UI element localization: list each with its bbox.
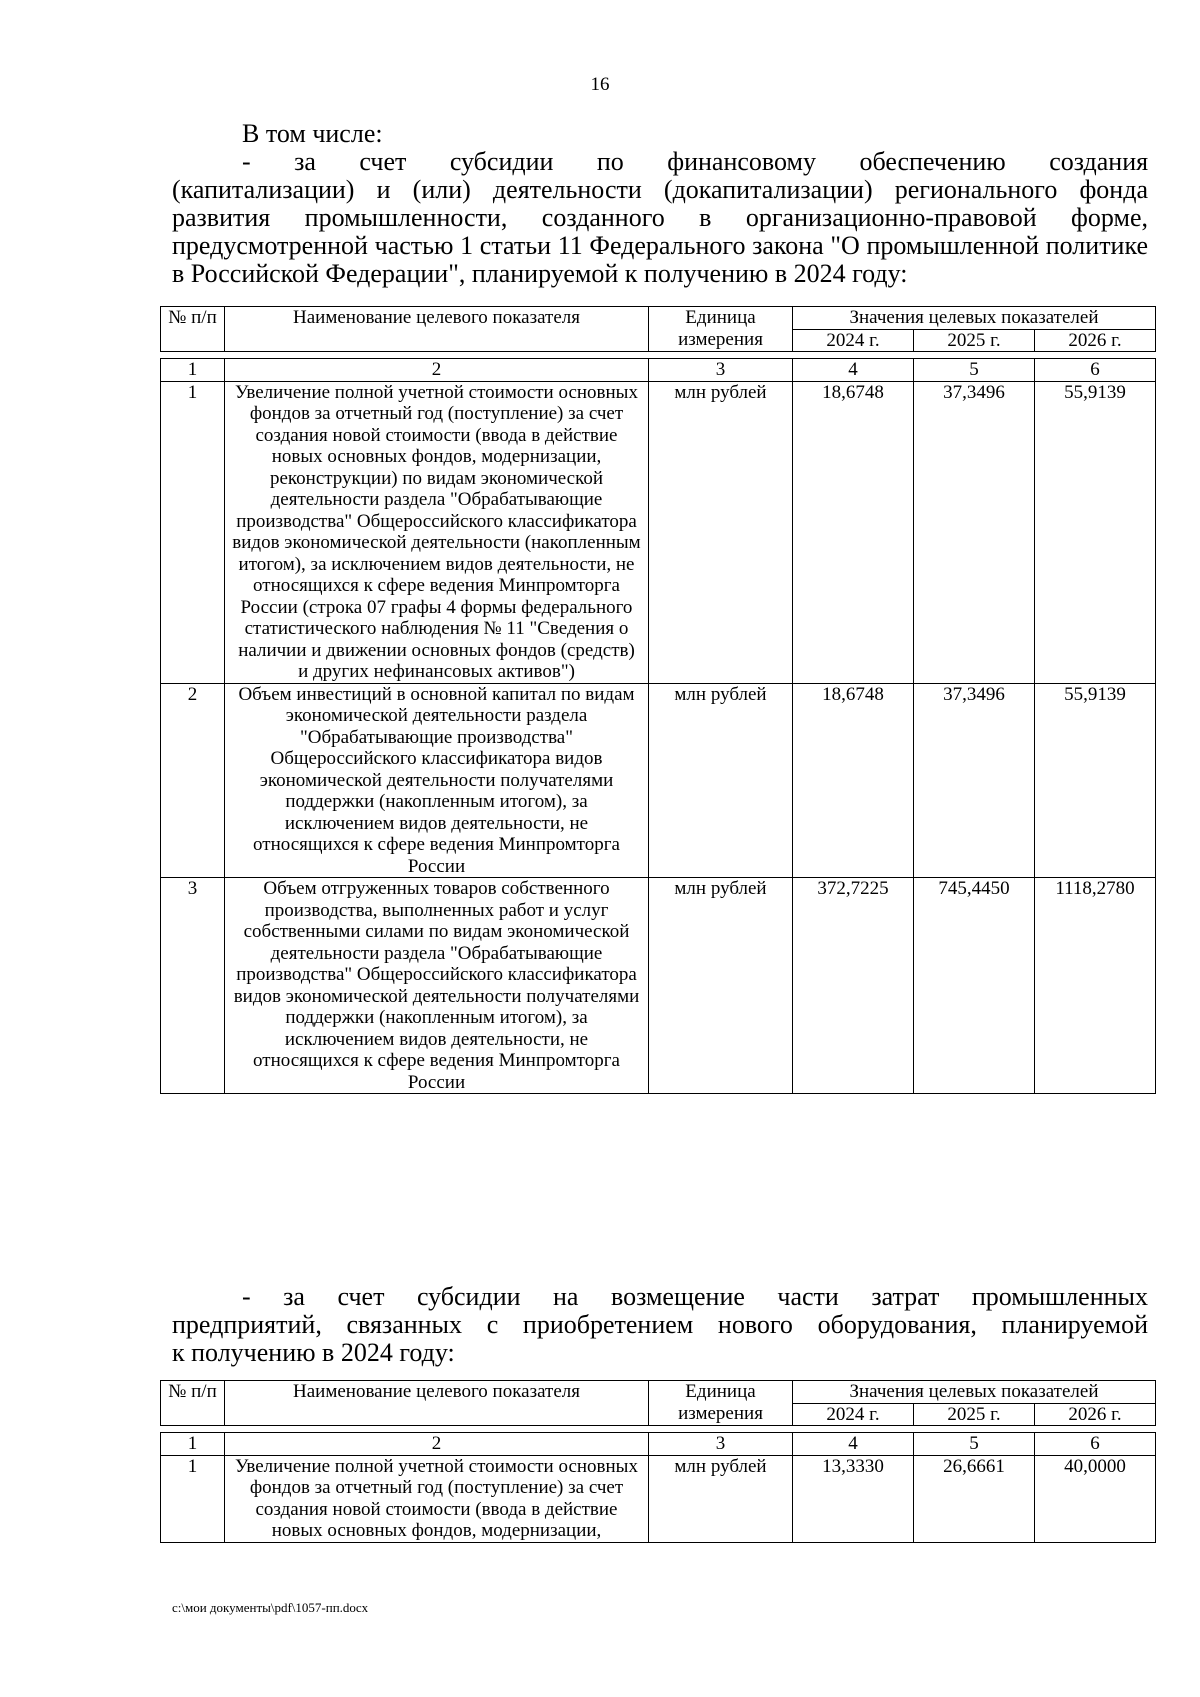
header-year-2026: 2026 г. [1035,1403,1156,1426]
header-name: Наименование целевого показателя [225,1381,649,1426]
row-name: Объем отгруженных товаров собственного производства, выполненных работ и услуг собственными силами по видам экономической деятельности раздела "Обрабатывающие производства" Общероссийского классификатора видов экономической деятельности получателями поддержки (накопленным итогом), за исключением видов деятельности, не относящихся к сфере ведения Минпромторга России [225,878,649,1094]
header-year-2025: 2025 г. [914,1403,1035,1426]
row-value-2024: 372,7225 [793,878,914,1094]
section2-line3: к получению в 2024 году: [172,1338,455,1367]
row-value-2025: 37,3496 [914,683,1035,878]
header-year-2024: 2024 г. [793,1403,914,1426]
row-value-2026: 55,9139 [1035,381,1156,683]
header-values: Значения целевых показателей [793,307,1156,330]
row-num: 1 [161,381,225,683]
row-value-2024: 18,6748 [793,683,914,878]
row-value-2024: 13,3330 [793,1455,914,1542]
row-name: Объем инвестиций в основной капитал по видам экономической деятельности раздела "Обрабатывающие производства" Общероссийского классификатора видов экономической деятельности получателями поддержки (накопленным итогом), за исключением видов деятельности, не относящихся к сфере ведения Минпромторга России [225,683,649,878]
section1-paragraph: (капитализации) и (или) деятельности (докапитализации) регионального фонда развития промышленности, созданного в организационно-правовой форме, предусмотренной частью 1 статьи 11 Федерального закона "О промышленной политике в Российской Федерации", планируемой к получению в 2024 году: [172,175,1148,288]
row-num: 3 [161,878,225,1094]
row-value-2026: 55,9139 [1035,683,1156,878]
table-row [161,878,1156,1094]
row-unit: млн рублей [649,878,793,1094]
row-value-2025: 745,4450 [914,878,1035,1094]
indicators-table-1 [160,306,1156,1094]
row-unit: млн рублей [649,1455,793,1542]
row-value-2026: 40,0000 [1035,1455,1156,1542]
header-year-2024: 2024 г. [793,329,914,352]
table-row [161,1455,1156,1542]
row-value-2025: 26,6661 [914,1455,1035,1542]
row-name: Увеличение полной учетной стоимости основных фондов за отчетный год (поступление) за счет создания новой стоимости (ввода в действие новых основных фондов, модернизации, реконструкции) по видам экономической деятельности раздела "Обрабатывающие производства" Общероссийского классификатора видов экономической деятельности (накопленным итогом), за исключением видов деятельности, не относящихся к сфере ведения Минпромторга России (строка 07 графы 4 формы федерального статистического наблюдения № 11 "Сведения о наличии и движении основных фондов (средств) и других нефинансовых активов") [225,381,649,683]
section1-line1: - за счет субсидии по финансовому обеспечению создания [242,147,1149,176]
row-num: 2 [161,683,225,878]
row-unit: млн рублей [649,381,793,683]
header-name: Наименование целевого показателя [225,307,649,352]
table-row [161,381,1156,683]
header-year-2026: 2026 г. [1035,329,1156,352]
header-year-2025: 2025 г. [914,329,1035,352]
section2-line2: предприятий, связанных с приобретением нового оборудования, планируемой [172,1310,1148,1339]
row-name: Увеличение полной учетной стоимости основных фондов за отчетный год (поступление) за счет создания новой стоимости (ввода в действие новых основных фондов, модернизации, [225,1455,649,1542]
header-unit: Единица измерения [649,1381,793,1426]
section2-line1: - за счет субсидии на возмещение части затрат промышленных [242,1282,1149,1311]
row-value-2026: 1118,2780 [1035,878,1156,1094]
footer-file-path: c:\мои документы\pdf\1057-пп.docx [172,1600,369,1615]
header-values: Значения целевых показателей [793,1381,1156,1404]
row-unit: млн рублей [649,683,793,878]
column-number-row: 1 2 3 4 5 6 [161,1433,1156,1456]
header-num: № п/п [161,307,225,352]
row-num: 1 [161,1455,225,1542]
header-unit: Единица измерения [649,307,793,352]
section1-heading: В том числе: [242,119,383,148]
section2-intro [172,1283,1148,1367]
column-number-row: 1 2 3 4 5 6 [161,359,1156,382]
table-row [161,683,1156,878]
page-number: 16 [590,74,610,95]
section1-intro [172,120,1148,288]
indicators-table-2 [160,1380,1156,1543]
header-num: № п/п [161,1381,225,1426]
row-value-2025: 37,3496 [914,381,1035,683]
row-value-2024: 18,6748 [793,381,914,683]
